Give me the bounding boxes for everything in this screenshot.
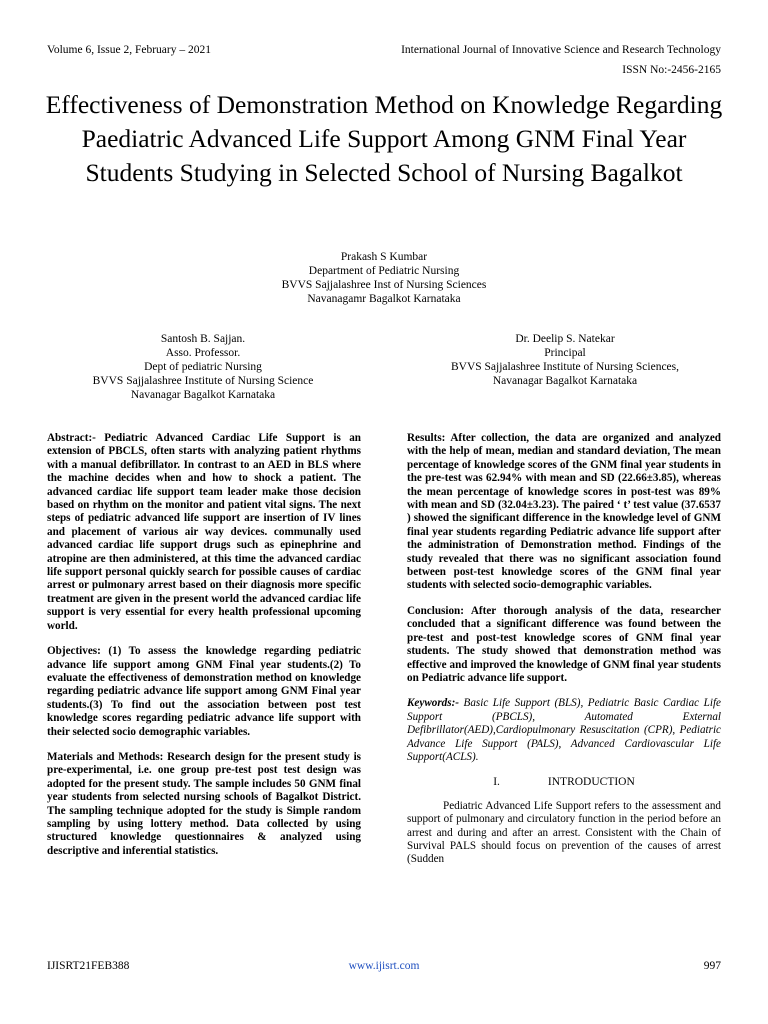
page-number: 997 bbox=[703, 960, 721, 972]
author-affiliation-line: Navanagar Bagalkot Karnataka bbox=[130, 389, 276, 401]
introduction-paragraph: Pediatric Advanced Life Support refers to the assessment and support of pulmonary and circulatory function in the period before an arrest and during and after an arrest. Consistent with the Chain of Survival PALS should focus on prevention of the causes of arrest (Sudden bbox=[407, 799, 721, 866]
author-affiliation-line: Department of Pediatric Nursing bbox=[308, 265, 460, 277]
results-paragraph: Results: After collection, the data are organized and analyzed with the help of mean, median and standard deviation, The mean percentage of knowledge scores of the GNM final year students in the pre-test was 62.94% with mean and SD (22.66±3.85), whereas the mean percentage of knowledge scores in post-test was 89% with mean and SD (32.04±3.23). The paired ‘ t’ test value (37.6537 ) showed the significant difference in the knowledge level of GNM final year students regarding Pediatric advance life support after the administration of Demonstration method. Findings of the study revealed that there was no significant association found between post-test knowledge scores of the GNM final year students with selected socio-demographic variables. bbox=[407, 432, 721, 592]
journal-volume: Volume 6, Issue 2, February – 2021 bbox=[47, 44, 211, 56]
journal-name: International Journal of Innovative Science and Research Technology bbox=[401, 44, 721, 56]
author-name: Santosh B. Sajjan. bbox=[160, 333, 246, 345]
methods-paragraph: Materials and Methods: Research design for the present study is pre-experimental, i.e. one group pre-test post test design was adopted for the present study. The sample includes 50 GNM final year students from selected nursing schools of Bagalkot District. The sampling technique adopted for the study is Simple random sampling by using lottery method. Data collected by using structured knowledge questionnaires & analyzed using descriptive and inferential statistics. bbox=[47, 750, 361, 857]
author-affiliation-line: BVVS Sajjalashree Institute of Nursing Sciences, bbox=[450, 361, 680, 373]
right-column bbox=[407, 432, 721, 879]
keywords-paragraph bbox=[407, 697, 721, 764]
left-column bbox=[47, 432, 361, 870]
keywords-label: Keywords:- bbox=[407, 697, 459, 710]
paper-id: IJISRT21FEB388 bbox=[47, 960, 130, 972]
author-right bbox=[409, 332, 721, 388]
author-affiliation-line: Navanagamr Bagalkot Karnataka bbox=[307, 293, 461, 305]
issn: ISSN No:-2456-2165 bbox=[622, 64, 721, 76]
objectives-paragraph: Objectives: (1) To assess the knowledge regarding pediatric advance life support among GNM Final year students.(2) To evaluate the effectiveness of demonstration method on knowledge regarding pediatric advance life support among GNM Final year students.(3) To find out the association between post test knowledge scores regarding pediatric advance life support with their selected socio demographic variables. bbox=[47, 645, 361, 738]
author-affiliation-line: Asso. Professor. bbox=[165, 347, 241, 359]
author-affiliation-line: Dept of pediatric Nursing bbox=[144, 361, 262, 373]
author-main bbox=[184, 250, 584, 306]
section-heading bbox=[407, 776, 721, 789]
keywords-text: Basic Life Support (BLS), Pediatric Basic Cardiac Life Support (PBCLS), Automated External Defibrillator(AED),Cardiopulmonary Resuscitation (CPR), Pediatric Advance Life Support (PALS), Advanced Cardiovascular Life Support(ACLS). bbox=[407, 697, 721, 763]
author-affiliation-line: BVVS Sajjalashree Inst of Nursing Sciences bbox=[281, 279, 487, 291]
author-left bbox=[47, 332, 359, 402]
author-affiliation-line: BVVS Sajjalashree Institute of Nursing Science bbox=[92, 375, 314, 387]
section-title: INTRODUCTION bbox=[547, 776, 635, 789]
author-affiliation-line: Principal bbox=[544, 347, 586, 359]
author-affiliation-line: Navanagar Bagalkot Karnataka bbox=[492, 375, 638, 387]
conclusion-paragraph: Conclusion: After thorough analysis of the data, researcher concluded that a significant difference was found between the pre-test and post-test knowledge scores of GNM final year students. The study showed that demonstration method was effective and improved the knowledge of GNM final year students on Pediatric advance life support. bbox=[407, 604, 721, 684]
journal-url-link[interactable]: www.ijisrt.com bbox=[348, 960, 420, 972]
section-number: I. bbox=[493, 776, 500, 789]
abstract-paragraph: Abstract:- Pediatric Advanced Cardiac Life Support is an extension of PBCLS, often starts with analyzing patient rhythms with a manual defibrillator. In contrast to an AED in BLS where the machine decides when and how to shock a patient. The advanced cardiac life support team leader make those decision based on rhythm on the monitor and patient vital signs. The next steps of pediatric advanced life support are insertion of IV lines and placement of various air way devices. communally used advanced cardiac life support drugs such as epinephrine and atropine are then administered, at this time the advanced cardiac life support personal quickly search for possible causes of cardiac arrest or pulmonary arrest based on their diagnosis more specific treatment are given in the present world the advanced cardiac life support is very essential for every health professional upcoming world. bbox=[47, 432, 361, 632]
author-name: Prakash S Kumbar bbox=[340, 251, 428, 263]
author-name: Dr. Deelip S. Natekar bbox=[515, 333, 615, 345]
paper-title: Effectiveness of Demonstration Method on Knowledge Regarding Paediatric Advanced Life Support Among GNM Final Year Students Studying in Selected School of Nursing Bagalkot bbox=[45, 90, 723, 187]
